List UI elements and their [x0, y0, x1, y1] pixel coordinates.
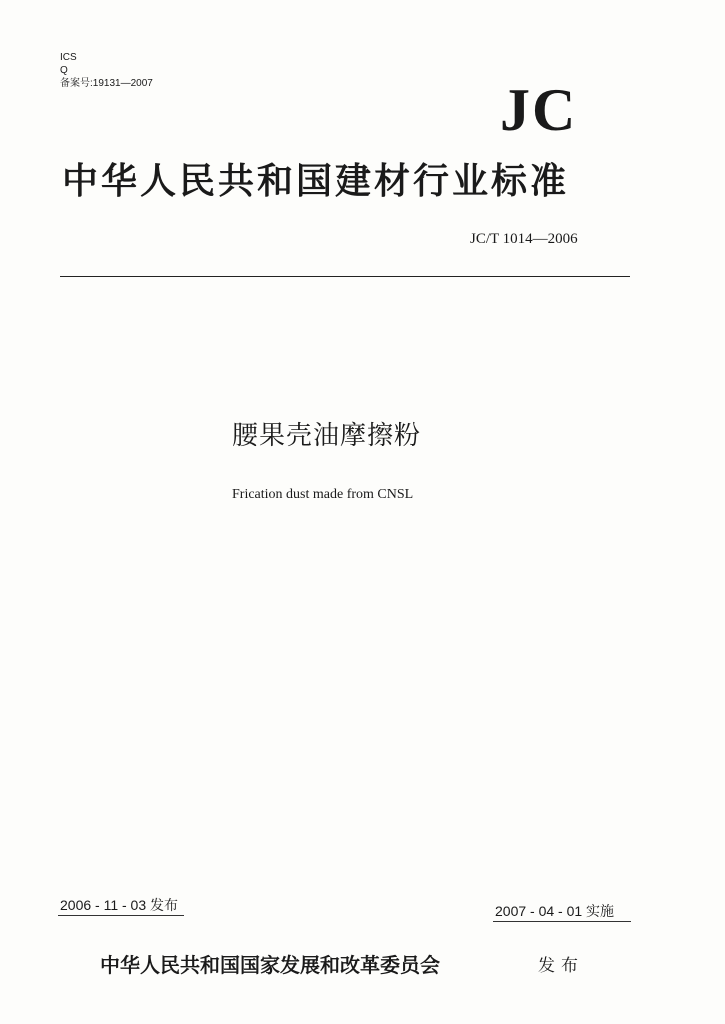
implementation-date-underline — [493, 921, 631, 922]
standard-number: JC/T 1014—2006 — [470, 231, 578, 247]
ics-label: ICS — [60, 52, 77, 63]
publisher-name: 中华人民共和国国家发展和改革委员会 — [100, 953, 440, 977]
header-divider — [60, 276, 630, 277]
document-header-codes — [60, 51, 153, 90]
issue-date: 2006 - 11 - 03 发布 — [60, 897, 179, 913]
industry-standard-title: 中华人民共和国建材行业标准 — [62, 160, 570, 202]
classification-code: Q — [60, 65, 68, 76]
document-title-chinese: 腰果壳油摩擦粉 — [232, 421, 422, 451]
filing-number: 备案号:19131—2007 — [60, 78, 153, 89]
issue-date-underline — [58, 915, 184, 916]
implementation-date: 2007 - 04 - 01 实施 — [495, 903, 615, 919]
document-title-english: Frication dust made from CNSL — [232, 487, 414, 502]
jc-logo: JC — [500, 77, 578, 143]
publisher-action: 发布 — [538, 956, 584, 976]
